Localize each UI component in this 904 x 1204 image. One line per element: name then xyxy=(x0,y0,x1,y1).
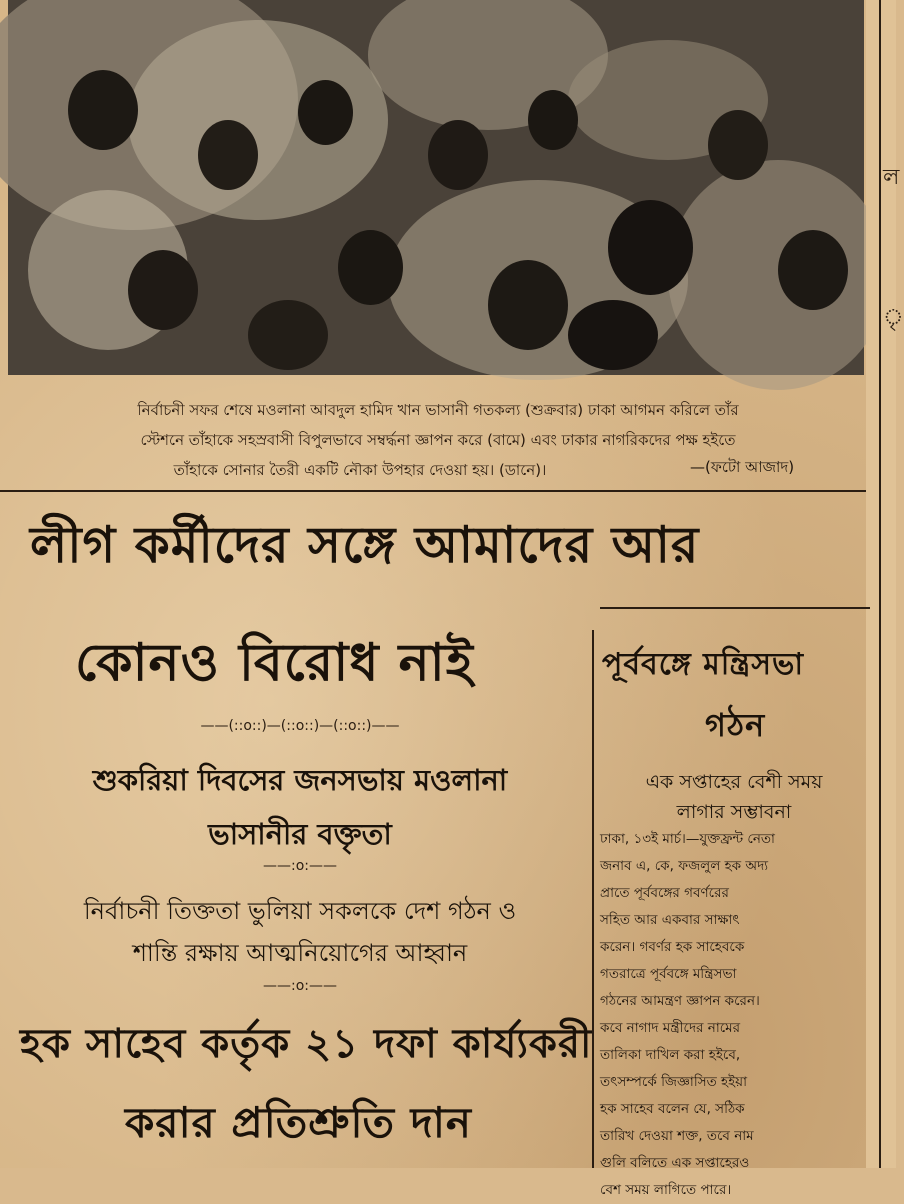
main-headline: কোনও বিরোধ নাই xyxy=(75,633,474,693)
subheadline: ভাসানীর বক্তৃতা xyxy=(208,817,392,851)
body-line: বেশ সময় লাগিতে পারে। xyxy=(600,1182,732,1198)
section-rule xyxy=(0,490,866,492)
body-line: তালিকা দাখিল করা হইবে, xyxy=(600,1047,741,1063)
photo-caption-line: তাঁহাকে সোনার তৈরী একটি নৌকা উপহার দেওয়া হয়। (ডানে)। xyxy=(173,461,547,479)
body-line: কবে নাগাদ মন্ত্রীদের নামের xyxy=(600,1020,741,1036)
side-story-body xyxy=(600,826,868,1204)
column-rule xyxy=(592,630,594,1168)
edge-fragment: ৃ xyxy=(883,305,904,330)
column-rule xyxy=(600,607,870,609)
side-headline: গঠন xyxy=(705,706,766,744)
deck-text: শান্তি রক্ষায় আত্মনিয়োগের আহ্বান xyxy=(132,939,468,967)
body-line: করেন। গবর্ণর হক সাহেবকে xyxy=(600,939,745,955)
side-subheadline: লাগার সম্ভাবনা xyxy=(676,801,792,823)
body-line: ঢাকা, ১৩ই মার্চ।—যুক্তফ্রন্ট নেতা xyxy=(600,831,775,847)
body-line: গুলি বলিতে এক সপ্তাহেরও xyxy=(600,1155,750,1171)
column-rule-right xyxy=(879,0,881,1168)
body-line: হক সাহেব বলেন যে, সঠিক xyxy=(600,1101,745,1117)
second-headline: করার প্রতিশ্রুতি দান xyxy=(125,1098,472,1147)
second-headline: হক সাহেব কর্তৃক ২১ দফা কার্য্যকরী xyxy=(20,1021,593,1067)
ornamental-divider: ——:o:—— xyxy=(263,978,337,994)
body-line: জনাব এ, কে, ফজলুল হক অদ্য xyxy=(600,858,769,874)
body-line: তৎসম্পর্কে জিজ্ঞাসিত হইয়া xyxy=(600,1074,748,1090)
ornamental-divider: ——(::o::)—(::o::)—(::o::)—— xyxy=(200,718,400,734)
photo-caption-line: নির্বাচনী সফর শেষে মওলানা আবদুল হামিদ খান ভাসানী গতকল্য (শুক্রবার) ঢাকা আগমন করিলে তাঁর xyxy=(137,401,739,419)
edge-fragment: ল xyxy=(883,165,900,190)
crowd-photo xyxy=(8,0,864,375)
body-line: সহিত আর একবার সাক্ষাৎ xyxy=(600,912,740,928)
body-line: তারিখ দেওয়া শক্ত, তবে নাম xyxy=(600,1128,754,1144)
photo-caption-line: স্টেশনে তাঁহাকে সহস্রবাসী বিপুলভাবে সম্বর্দ্ধনা জ্ঞাপন করে (বামে) এবং ঢাকার নাগরিকদের পক্ষ হইতে xyxy=(140,431,736,449)
side-headline: পূর্ববঙ্গে মন্ত্রিসভা xyxy=(602,647,805,682)
deck-text: নির্বাচনী তিক্ততা ভুলিয়া সকলকে দেশ গঠন ও xyxy=(83,897,517,925)
body-line: গতরাত্রে পূর্ববঙ্গে মন্ত্রিসভা xyxy=(600,966,737,982)
ornamental-divider: ——:o:—— xyxy=(263,858,337,874)
body-line: প্রাতে পূর্ববঙ্গের গবর্ণরের xyxy=(600,885,729,901)
photo-credit: —(ফটো আজাদ) xyxy=(690,458,795,476)
side-subheadline: এক সপ্তাহের বেশী সময় xyxy=(645,771,823,793)
body-line: গঠনের আমন্ত্রণ জ্ঞাপন করেন। xyxy=(600,993,760,1009)
subheadline: শুকরিয়া দিবসের জনসভায় মওলানা xyxy=(92,763,508,797)
main-headline: লীগ কর্মীদের সঙ্গে আমাদের আর xyxy=(30,516,700,574)
